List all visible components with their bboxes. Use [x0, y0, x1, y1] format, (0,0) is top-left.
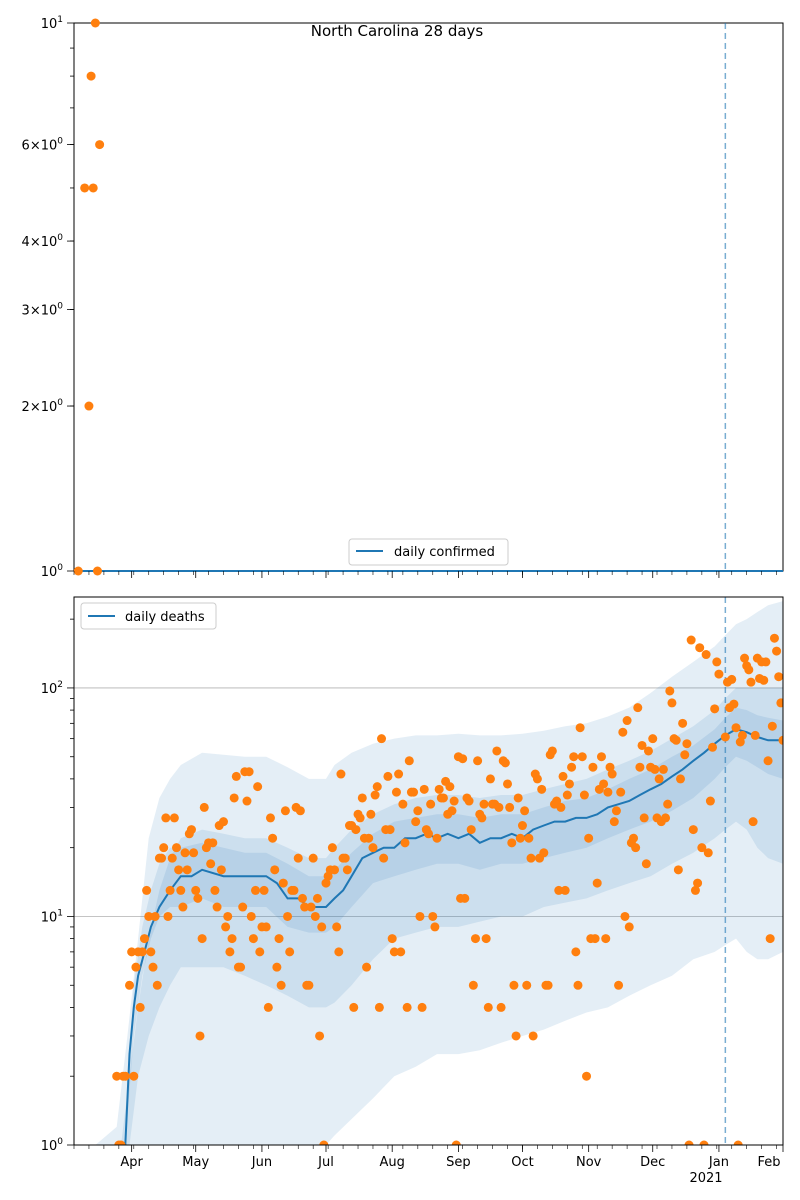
deaths-point	[317, 922, 326, 931]
bottom-y-axis	[41, 619, 74, 1154]
deaths-point	[458, 754, 467, 763]
deaths-point	[706, 797, 715, 806]
top-y-axis	[22, 15, 74, 580]
deaths-point	[392, 788, 401, 797]
deaths-point	[238, 903, 247, 912]
deaths-point	[388, 934, 397, 943]
deaths-point	[533, 774, 542, 783]
deaths-point	[166, 886, 175, 895]
deaths-point	[153, 981, 162, 990]
deaths-point	[279, 879, 288, 888]
deaths-point	[539, 848, 548, 857]
deaths-point	[230, 793, 239, 802]
deaths-point	[428, 912, 437, 921]
deaths-point	[163, 912, 172, 921]
deaths-point	[565, 779, 574, 788]
deaths-point	[642, 859, 651, 868]
deaths-point	[262, 922, 271, 931]
deaths-point	[396, 947, 405, 956]
deaths-point	[761, 657, 770, 666]
deaths-point	[270, 865, 279, 874]
deaths-point	[296, 806, 305, 815]
deaths-point	[727, 675, 736, 684]
deaths-point	[578, 752, 587, 761]
confirmed-point	[80, 183, 89, 192]
deaths-point	[193, 894, 202, 903]
confirmed-point	[84, 402, 93, 411]
deaths-point	[213, 903, 222, 912]
deaths-point	[411, 817, 420, 826]
deaths-point	[503, 779, 512, 788]
confirmed-point	[74, 567, 83, 576]
deaths-point	[277, 981, 286, 990]
deaths-point	[682, 739, 691, 748]
deaths-point	[401, 838, 410, 847]
deaths-point	[710, 704, 719, 713]
deaths-point	[650, 765, 659, 774]
deaths-point	[379, 854, 388, 863]
deaths-point	[289, 886, 298, 895]
deaths-point	[394, 770, 403, 779]
deaths-point	[253, 782, 262, 791]
deaths-point	[159, 843, 168, 852]
deaths-point	[358, 793, 367, 802]
deaths-point	[608, 770, 617, 779]
deaths-point	[580, 791, 589, 800]
deaths-point	[484, 1003, 493, 1012]
deaths-point	[450, 797, 459, 806]
deaths-point	[309, 854, 318, 863]
deaths-point	[764, 756, 773, 765]
deaths-point	[255, 947, 264, 956]
deaths-point	[766, 934, 775, 943]
deaths-point	[285, 947, 294, 956]
deaths-point	[610, 817, 619, 826]
deaths-point	[556, 803, 565, 812]
deaths-point	[732, 723, 741, 732]
deaths-point	[189, 848, 198, 857]
deaths-point	[593, 879, 602, 888]
deaths-point	[168, 854, 177, 863]
deaths-point	[520, 806, 529, 815]
deaths-point	[584, 834, 593, 843]
deaths-point	[529, 1031, 538, 1040]
bottom-x-tick-label: Aug	[379, 1155, 405, 1170]
top-plot-frame	[74, 23, 783, 571]
top-legend-label: daily confirmed	[394, 545, 495, 560]
deaths-point	[772, 647, 781, 656]
deaths-point	[482, 934, 491, 943]
deaths-point	[409, 788, 418, 797]
deaths-point	[518, 821, 527, 830]
deaths-point	[430, 922, 439, 931]
deaths-point	[460, 894, 469, 903]
deaths-point	[330, 865, 339, 874]
deaths-point	[505, 803, 514, 812]
deaths-point	[375, 1003, 384, 1012]
deaths-point	[307, 903, 316, 912]
deaths-point	[283, 912, 292, 921]
deaths-point	[509, 981, 518, 990]
deaths-point	[676, 774, 685, 783]
deaths-point	[480, 800, 489, 809]
deaths-point	[208, 838, 217, 847]
deaths-point	[702, 650, 711, 659]
deaths-point	[721, 732, 730, 741]
deaths-point	[332, 922, 341, 931]
deaths-point	[704, 848, 713, 857]
top-y-tick-label: $2\times 10^0$	[21, 398, 63, 416]
deaths-point	[738, 731, 747, 740]
deaths-point	[708, 743, 717, 752]
confirmed-point	[91, 19, 100, 28]
deaths-point	[405, 756, 414, 765]
deaths-point	[582, 1072, 591, 1081]
deaths-point	[749, 817, 758, 826]
deaths-point	[486, 774, 495, 783]
confirmed-point	[87, 72, 96, 81]
deaths-point	[629, 834, 638, 843]
deaths-point	[424, 829, 433, 838]
deaths-point	[544, 981, 553, 990]
deaths-point	[620, 912, 629, 921]
deaths-point	[469, 981, 478, 990]
deaths-point	[524, 834, 533, 843]
deaths-point	[349, 1003, 358, 1012]
deaths-point	[618, 728, 627, 737]
deaths-point	[157, 854, 166, 863]
deaths-point	[635, 763, 644, 772]
confirmed-point	[93, 567, 102, 576]
deaths-point	[746, 678, 755, 687]
deaths-point	[661, 813, 670, 822]
deaths-point	[264, 1003, 273, 1012]
top-y-tick-label: $10^1$	[40, 15, 63, 32]
deaths-point	[768, 722, 777, 731]
deaths-point	[221, 922, 230, 931]
deaths-point	[232, 772, 241, 781]
deaths-point	[170, 813, 179, 822]
deaths-point	[418, 1003, 427, 1012]
bottom-x-tick-label: Jul	[318, 1155, 334, 1170]
deaths-point	[612, 806, 621, 815]
deaths-point	[522, 981, 531, 990]
deaths-point	[576, 723, 585, 732]
deaths-point	[548, 746, 557, 755]
deaths-point	[386, 825, 395, 834]
deaths-point	[599, 779, 608, 788]
deaths-point	[275, 934, 284, 943]
deaths-point	[714, 670, 723, 679]
deaths-point	[435, 785, 444, 794]
deaths-point	[403, 1003, 412, 1012]
deaths-point	[125, 981, 134, 990]
deaths-point	[471, 934, 480, 943]
bottom-x-tick-label: Dec	[640, 1155, 666, 1170]
deaths-point	[151, 912, 160, 921]
deaths-point	[740, 654, 749, 663]
deaths-point	[601, 934, 610, 943]
deaths-point	[311, 912, 320, 921]
deaths-point	[217, 865, 226, 874]
deaths-point	[373, 782, 382, 791]
deaths-point	[368, 843, 377, 852]
deaths-point	[415, 912, 424, 921]
bottom-x-tick-label: Apr	[120, 1155, 143, 1170]
deaths-point	[588, 763, 597, 772]
deaths-point	[294, 854, 303, 863]
deaths-point	[597, 752, 606, 761]
deaths-point	[219, 817, 228, 826]
bottom-panel	[41, 597, 788, 1200]
deaths-point	[674, 865, 683, 874]
top-y-tick-label: $3\times 10^0$	[21, 301, 63, 319]
deaths-point	[514, 793, 523, 802]
deaths-point	[225, 947, 234, 956]
deaths-point	[563, 791, 572, 800]
deaths-point	[672, 736, 681, 745]
deaths-point	[665, 686, 674, 695]
deaths-point	[640, 813, 649, 822]
deaths-point	[149, 963, 158, 972]
deaths-point	[689, 825, 698, 834]
deaths-point	[625, 922, 634, 931]
deaths-point	[266, 813, 275, 822]
bottom-y-tick-label: $10^2$	[40, 679, 63, 697]
deaths-point	[383, 772, 392, 781]
deaths-point	[181, 848, 190, 857]
deaths-point	[759, 676, 768, 685]
bottom-x-tick-label: Jan	[708, 1155, 729, 1170]
bottom-x-tick-label: Nov	[575, 1155, 602, 1170]
deaths-point	[260, 886, 269, 895]
confirmed-point	[95, 140, 104, 149]
deaths-point	[680, 750, 689, 759]
deaths-point	[644, 746, 653, 755]
deaths-point	[774, 672, 783, 681]
deaths-point	[366, 810, 375, 819]
bottom-x-tick-label: Feb	[757, 1155, 781, 1170]
deaths-point	[433, 834, 442, 843]
deaths-point	[659, 765, 668, 774]
bottom-y-tick-label: $10^0$	[40, 1137, 63, 1154]
deaths-point	[161, 813, 170, 822]
deaths-point	[467, 825, 476, 834]
deaths-point	[507, 838, 516, 847]
deaths-point	[364, 834, 373, 843]
deaths-point	[249, 934, 258, 943]
top-y-tick-label: $10^0$	[40, 563, 63, 580]
deaths-point	[328, 843, 337, 852]
deaths-point	[351, 825, 360, 834]
deaths-point	[198, 934, 207, 943]
deaths-point	[315, 1031, 324, 1040]
deaths-point	[559, 772, 568, 781]
bottom-x-tick-label: May	[182, 1155, 210, 1170]
deaths-point	[473, 756, 482, 765]
deaths-point	[420, 785, 429, 794]
deaths-point	[591, 934, 600, 943]
deaths-point	[281, 806, 290, 815]
deaths-point	[377, 734, 386, 743]
deaths-point	[242, 797, 251, 806]
deaths-point	[776, 698, 785, 707]
deaths-point	[206, 859, 215, 868]
deaths-point	[236, 963, 245, 972]
deaths-point	[465, 797, 474, 806]
deaths-point	[210, 886, 219, 895]
bottom-x-axis	[74, 1145, 783, 1170]
deaths-point	[439, 793, 448, 802]
deaths-point	[729, 700, 738, 709]
deaths-point	[501, 758, 510, 767]
deaths-point	[633, 703, 642, 712]
deaths-point	[336, 770, 345, 779]
deaths-point	[512, 1031, 521, 1040]
deaths-point	[667, 698, 676, 707]
bottom-legend-label: daily deaths	[125, 610, 205, 625]
deaths-point	[573, 981, 582, 990]
deaths-point	[272, 963, 281, 972]
deaths-point	[712, 657, 721, 666]
deaths-point	[200, 803, 209, 812]
x-year-label: 2021	[689, 1171, 723, 1186]
deaths-point	[687, 636, 696, 645]
deaths-point	[527, 854, 536, 863]
deaths-point	[537, 785, 546, 794]
deaths-point	[228, 934, 237, 943]
top-y-tick-label: $4\times 10^0$	[21, 233, 63, 251]
deaths-point	[614, 981, 623, 990]
top-chart-title: North Carolina 28 days	[310, 22, 484, 40]
top-y-tick-label: $6\times 10^0$	[21, 136, 63, 154]
deaths-point	[341, 854, 350, 863]
deaths-point	[178, 903, 187, 912]
deaths-point	[371, 791, 380, 800]
deaths-point	[142, 886, 151, 895]
deaths-point	[655, 774, 664, 783]
deaths-point	[623, 716, 632, 725]
deaths-point	[695, 643, 704, 652]
bottom-x-tick-label: Oct	[511, 1155, 534, 1170]
deaths-point	[172, 843, 181, 852]
deaths-point	[343, 865, 352, 874]
deaths-point	[663, 800, 672, 809]
deaths-point	[445, 782, 454, 791]
deaths-point	[571, 947, 580, 956]
deaths-point	[136, 1003, 145, 1012]
deaths-point	[304, 981, 313, 990]
deaths-point	[569, 752, 578, 761]
deaths-point	[121, 1072, 130, 1081]
bottom-legend	[81, 603, 216, 629]
deaths-point	[744, 665, 753, 674]
deaths-point	[648, 734, 657, 743]
bottom-y-tick-label: $10^1$	[40, 908, 63, 926]
deaths-point	[183, 865, 192, 874]
deaths-point	[131, 963, 140, 972]
deaths-point	[298, 894, 307, 903]
deaths-point	[138, 947, 147, 956]
deaths-point	[693, 879, 702, 888]
deaths-point	[492, 746, 501, 755]
deaths-point	[770, 634, 779, 643]
deaths-point	[334, 947, 343, 956]
top-x-axis	[74, 571, 777, 578]
deaths-point	[678, 719, 687, 728]
deaths-point	[561, 886, 570, 895]
deaths-point	[603, 788, 612, 797]
top-panel	[22, 15, 783, 580]
deaths-point	[251, 886, 260, 895]
deaths-point	[567, 763, 576, 772]
deaths-point	[174, 865, 183, 874]
deaths-point	[631, 843, 640, 852]
deaths-point	[398, 800, 407, 809]
deaths-point	[356, 813, 365, 822]
deaths-point	[362, 963, 371, 972]
bottom-x-tick-label: Jun	[251, 1155, 273, 1170]
deaths-point	[245, 767, 254, 776]
deaths-point	[268, 834, 277, 843]
deaths-point	[140, 934, 149, 943]
deaths-point	[223, 912, 232, 921]
deaths-point	[313, 894, 322, 903]
deaths-point	[176, 886, 185, 895]
deaths-point	[477, 813, 486, 822]
deaths-point	[616, 788, 625, 797]
top-legend	[349, 539, 508, 565]
deaths-point	[413, 806, 422, 815]
deaths-point	[751, 731, 760, 740]
deaths-point	[146, 947, 155, 956]
deaths-point	[497, 1003, 506, 1012]
confirmed-point	[89, 183, 98, 192]
deaths-point	[129, 1072, 138, 1081]
deaths-point	[516, 834, 525, 843]
deaths-point	[447, 806, 456, 815]
deaths-point	[191, 886, 200, 895]
deaths-point	[195, 1031, 204, 1040]
deaths-point	[187, 825, 196, 834]
deaths-point	[426, 800, 435, 809]
deaths-point	[247, 912, 256, 921]
bottom-x-tick-label: Sep	[446, 1155, 471, 1170]
deaths-point	[494, 803, 503, 812]
